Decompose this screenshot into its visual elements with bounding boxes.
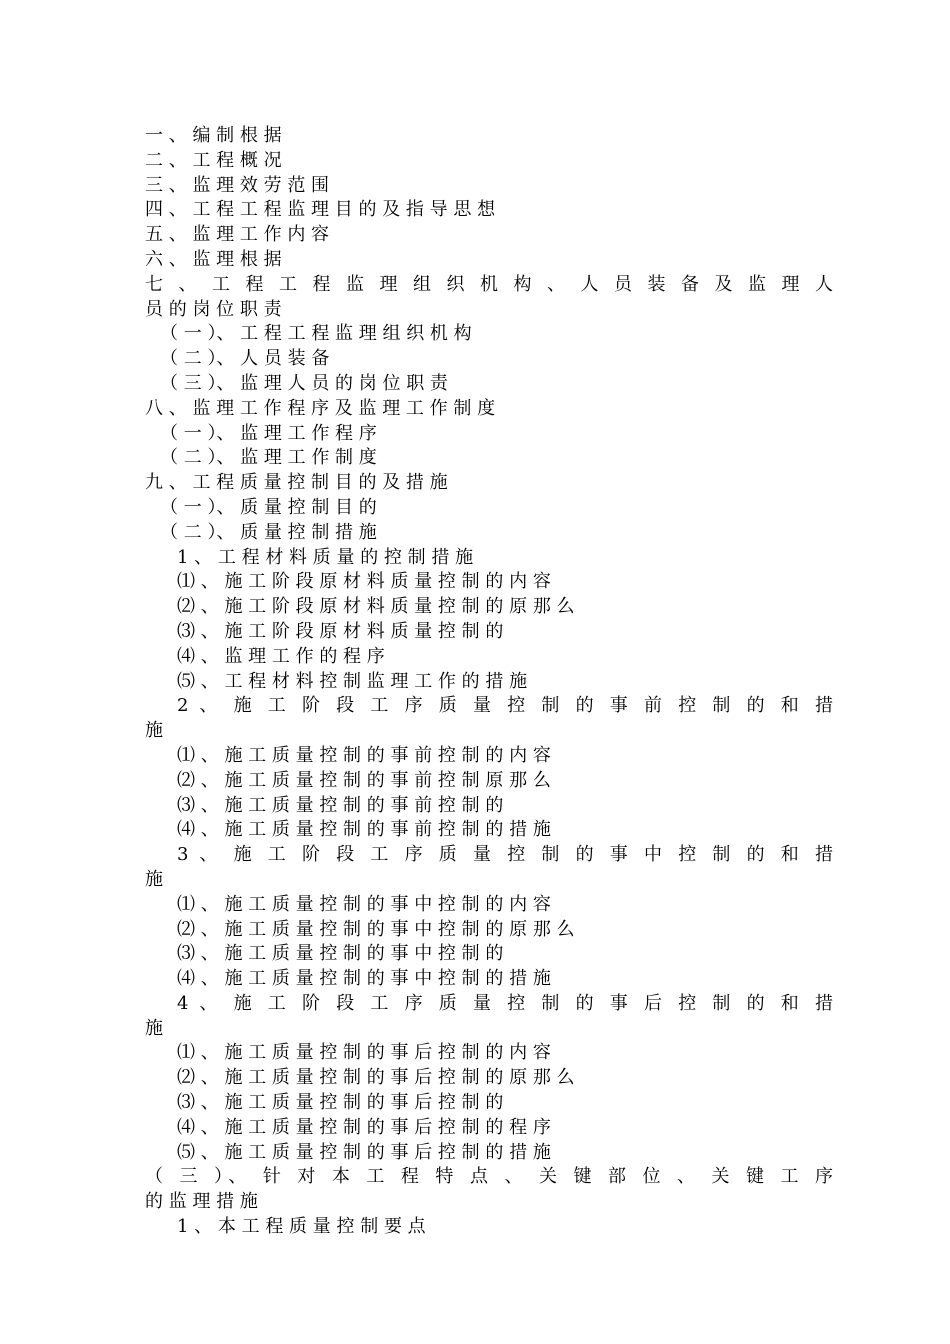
toc-line: ⑶ 、 施 工 质 量 控 制 的 事 前 控 制 的 (177, 794, 504, 816)
toc-line: ⑸ 、 施 工 质 量 控 制 的 事 后 控 制 的 措 施 (177, 1141, 551, 1163)
toc-line: 3 、 施 工 阶 段 工 序 质 量 控 制 的 事 中 控 制 的 和 措 (177, 844, 833, 866)
toc-line: 施 (145, 868, 163, 890)
toc-line: 一 、 编 制 根 据 (145, 125, 282, 146)
toc-line: （ 二 ）、 人 员 装 备 (160, 348, 330, 370)
toc-line: 七 、 工 程 工 程 监 理 组 织 机 构 、 人 员 装 备 及 监 理 人 (145, 273, 833, 295)
toc-line: 二 、 工 程 概 况 (145, 149, 282, 171)
toc-line: ⑶ 、 施 工 阶 段 原 材 料 质 量 控 制 的 (177, 620, 504, 642)
toc-line: ⑵ 、 施 工 阶 段 原 材 料 质 量 控 制 的 原 那 么 (177, 596, 575, 618)
toc-line: ⑵ 、 施 工 质 量 控 制 的 事 中 控 制 的 原 那 么 (177, 918, 575, 940)
toc-line: 1 、 工 程 材 料 质 量 的 控 制 措 施 (177, 546, 474, 568)
toc-line: ⑵ 、 施 工 质 量 控 制 的 事 后 控 制 的 原 那 么 (177, 1067, 575, 1089)
toc-line: ⑶ 、 施 工 质 量 控 制 的 事 后 控 制 的 (177, 1092, 504, 1114)
toc-line: ⑴ 、 施 工 质 量 控 制 的 事 后 控 制 的 内 容 (177, 1042, 551, 1064)
toc-line: 的 监 理 措 施 (145, 1191, 258, 1213)
toc-line: （ 三 ）、 针 对 本 工 程 特 点 、 关 键 部 位 、 关 键 工 序 (145, 1166, 833, 1188)
toc-line: 九 、 工 程 质 量 控 制 目 的 及 措 施 (145, 472, 448, 494)
toc-line: （ 三 ）、 监 理 人 员 的 岗 位 职 责 (160, 372, 448, 394)
toc-line: 2 、 施 工 阶 段 工 序 质 量 控 制 的 事 前 控 制 的 和 措 (177, 695, 833, 717)
toc-line: ⑷ 、 施 工 质 量 控 制 的 事 后 控 制 的 程 序 (177, 1116, 551, 1138)
toc-line: ⑷ 、 施 工 质 量 控 制 的 事 中 控 制 的 措 施 (177, 968, 551, 990)
toc-line: 4 、 施 工 阶 段 工 序 质 量 控 制 的 事 后 控 制 的 和 措 (177, 992, 833, 1014)
toc-line: 施 (145, 720, 163, 742)
toc-line: ⑸ 、 工 程 材 料 控 制 监 理 工 作 的 措 施 (177, 670, 528, 692)
toc-line: ⑶ 、 施 工 质 量 控 制 的 事 中 控 制 的 (177, 943, 504, 965)
toc-line: （ 二 ）、 监 理 工 作 制 度 (160, 447, 377, 469)
toc-line: 四 、 工 程 工 程 监 理 目 的 及 指 导 思 想 (145, 199, 496, 221)
toc-line: 1 、 本 工 程 质 量 控 制 要 点 (177, 1216, 426, 1238)
toc-line: ⑷ 、 监 理 工 作 的 程 序 (177, 645, 385, 667)
toc-line: ⑴ 、 施 工 质 量 控 制 的 事 中 控 制 的 内 容 (177, 893, 551, 915)
toc-line: 三 、 监 理 效 劳 范 围 (145, 174, 330, 196)
toc-line: （ 一 ）、 工 程 工 程 监 理 组 织 机 构 (160, 323, 472, 345)
toc-line: ⑴ 、 施 工 质 量 控 制 的 事 前 控 制 的 内 容 (177, 744, 551, 766)
toc-line: ⑷ 、 施 工 质 量 控 制 的 事 前 控 制 的 措 施 (177, 819, 551, 841)
toc-line: （ 一 ）、 监 理 工 作 程 序 (160, 422, 377, 444)
toc-line: 施 (145, 1017, 163, 1039)
toc-line: （ 二 ）、 质 量 控 制 措 施 (160, 521, 377, 543)
toc-line: 员 的 岗 位 职 责 (145, 298, 282, 320)
toc-line: 八 、 监 理 工 作 程 序 及 监 理 工 作 制 度 (145, 397, 496, 419)
toc-line: ⑵ 、 施 工 质 量 控 制 的 事 前 控 制 原 那 么 (177, 769, 551, 791)
toc-line: 六 、 监 理 根 据 (145, 248, 282, 270)
table-of-contents (145, 124, 833, 1240)
toc-line: 五 、 监 理 工 作 内 容 (145, 224, 330, 246)
toc-line: （ 一 ）、 质 量 控 制 目 的 (160, 496, 377, 518)
toc-line: ⑴ 、 施 工 阶 段 原 材 料 质 量 控 制 的 内 容 (177, 571, 551, 593)
